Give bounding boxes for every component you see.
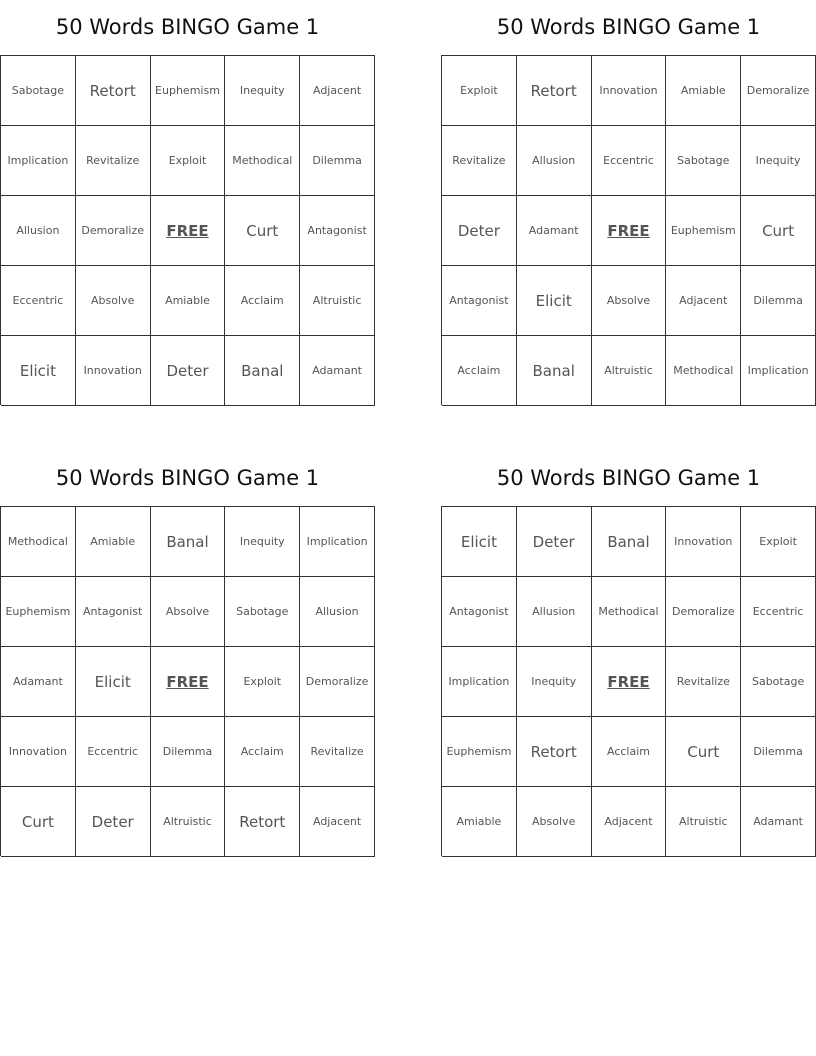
bingo-cell[interactable]: Sabotage xyxy=(666,126,741,196)
bingo-cell[interactable]: Dilemma xyxy=(741,717,816,787)
bingo-cell[interactable]: Dilemma xyxy=(151,717,226,787)
bingo-cell[interactable]: Sabotage xyxy=(1,56,76,126)
bingo-cell[interactable]: Sabotage xyxy=(225,577,300,647)
bingo-cell[interactable]: Acclaim xyxy=(225,266,300,336)
bingo-cell[interactable]: Euphemism xyxy=(666,196,741,266)
bingo-cell[interactable]: Curt xyxy=(666,717,741,787)
bingo-cell[interactable]: Innovation xyxy=(666,507,741,577)
bingo-cell[interactable]: Revitalize xyxy=(300,717,375,787)
bingo-cell[interactable]: Amiable xyxy=(442,787,517,857)
bingo-cell[interactable]: Altruistic xyxy=(151,787,226,857)
bingo-cell[interactable]: Implication xyxy=(442,647,517,717)
bingo-cell[interactable]: Methodical xyxy=(225,126,300,196)
bingo-cell[interactable]: Deter xyxy=(442,196,517,266)
bingo-cell[interactable]: Amiable xyxy=(76,507,151,577)
bingo-grid xyxy=(441,55,816,405)
card-title: 50 Words BINGO Game 1 xyxy=(496,466,761,490)
bingo-cell[interactable]: Inequity xyxy=(517,647,592,717)
bingo-card-3 xyxy=(0,451,375,856)
bingo-cell[interactable]: Curt xyxy=(225,196,300,266)
bingo-cell[interactable]: Allusion xyxy=(517,126,592,196)
bingo-cell[interactable]: Elicit xyxy=(442,507,517,577)
bingo-cell[interactable]: Elicit xyxy=(517,266,592,336)
bingo-cell[interactable]: Absolve xyxy=(76,266,151,336)
bingo-cell[interactable]: Demoralize xyxy=(76,196,151,266)
bingo-cell[interactable]: Deter xyxy=(151,336,226,406)
bingo-cell[interactable]: Exploit xyxy=(741,507,816,577)
bingo-cell[interactable]: Adjacent xyxy=(300,787,375,857)
bingo-cell[interactable]: Adamant xyxy=(300,336,375,406)
bingo-cell[interactable]: Absolve xyxy=(517,787,592,857)
bingo-cell[interactable]: Adjacent xyxy=(592,787,667,857)
bingo-cell[interactable]: Retort xyxy=(517,717,592,787)
bingo-cell[interactable]: Deter xyxy=(517,507,592,577)
card-title: 50 Words BINGO Game 1 xyxy=(496,15,761,39)
bingo-cell[interactable]: Retort xyxy=(517,56,592,126)
bingo-cell[interactable]: Antagonist xyxy=(442,266,517,336)
bingo-cell[interactable]: Methodical xyxy=(666,336,741,406)
bingo-cell[interactable]: Absolve xyxy=(592,266,667,336)
bingo-cell[interactable]: Adamant xyxy=(1,647,76,717)
bingo-cell[interactable]: Innovation xyxy=(76,336,151,406)
free-space-cell[interactable]: FREE xyxy=(592,647,667,717)
bingo-cell[interactable]: Curt xyxy=(741,196,816,266)
bingo-cell[interactable]: Allusion xyxy=(300,577,375,647)
bingo-cell[interactable]: Sabotage xyxy=(741,647,816,717)
bingo-cell[interactable]: Demoralize xyxy=(666,577,741,647)
bingo-cell[interactable]: Allusion xyxy=(517,577,592,647)
free-space-cell[interactable]: FREE xyxy=(151,647,226,717)
bingo-cell[interactable]: Altruistic xyxy=(592,336,667,406)
bingo-cell[interactable]: Exploit xyxy=(151,126,226,196)
bingo-cell[interactable]: Euphemism xyxy=(151,56,226,126)
bingo-cell[interactable]: Retort xyxy=(76,56,151,126)
bingo-cell[interactable]: Elicit xyxy=(76,647,151,717)
bingo-grid xyxy=(0,506,375,856)
bingo-cell[interactable]: Adamant xyxy=(741,787,816,857)
bingo-cell[interactable]: Eccentric xyxy=(1,266,76,336)
bingo-cell[interactable]: Deter xyxy=(76,787,151,857)
bingo-cell[interactable]: Implication xyxy=(300,507,375,577)
bingo-cell[interactable]: Altruistic xyxy=(300,266,375,336)
bingo-cell[interactable]: Revitalize xyxy=(76,126,151,196)
bingo-cell[interactable]: Exploit xyxy=(442,56,517,126)
bingo-cell[interactable]: Amiable xyxy=(666,56,741,126)
card-title: 50 Words BINGO Game 1 xyxy=(55,466,320,490)
bingo-cell[interactable]: Inequity xyxy=(741,126,816,196)
bingo-cell[interactable]: Euphemism xyxy=(442,717,517,787)
bingo-cell[interactable]: Elicit xyxy=(1,336,76,406)
bingo-cell[interactable]: Demoralize xyxy=(300,647,375,717)
bingo-cell[interactable]: Banal xyxy=(517,336,592,406)
bingo-cell[interactable]: Inequity xyxy=(225,56,300,126)
bingo-cell[interactable]: Banal xyxy=(151,507,226,577)
bingo-cell[interactable]: Altruistic xyxy=(666,787,741,857)
bingo-cell[interactable]: Antagonist xyxy=(300,196,375,266)
bingo-cell[interactable]: Allusion xyxy=(1,196,76,266)
bingo-cell[interactable]: Eccentric xyxy=(592,126,667,196)
bingo-cell[interactable]: Eccentric xyxy=(76,717,151,787)
bingo-cell[interactable]: Demoralize xyxy=(741,56,816,126)
bingo-cell[interactable]: Absolve xyxy=(151,577,226,647)
bingo-grid xyxy=(441,506,816,856)
bingo-cell[interactable]: Implication xyxy=(741,336,816,406)
bingo-cell[interactable]: Methodical xyxy=(1,507,76,577)
free-space-cell[interactable]: FREE xyxy=(151,196,226,266)
bingo-cell[interactable]: Banal xyxy=(225,336,300,406)
bingo-cell[interactable]: Acclaim xyxy=(592,717,667,787)
bingo-cell[interactable]: Innovation xyxy=(592,56,667,126)
bingo-cell[interactable]: Adjacent xyxy=(300,56,375,126)
bingo-cell[interactable]: Adjacent xyxy=(666,266,741,336)
free-space-cell[interactable]: FREE xyxy=(592,196,667,266)
card-title: 50 Words BINGO Game 1 xyxy=(55,15,320,39)
bingo-grid xyxy=(0,55,375,405)
bingo-cell[interactable]: Revitalize xyxy=(666,647,741,717)
bingo-cell[interactable]: Acclaim xyxy=(442,336,517,406)
bingo-cell[interactable]: Revitalize xyxy=(442,126,517,196)
bingo-cell[interactable]: Euphemism xyxy=(1,577,76,647)
bingo-cell[interactable]: Dilemma xyxy=(741,266,816,336)
bingo-cell[interactable]: Inequity xyxy=(225,507,300,577)
bingo-cell[interactable]: Exploit xyxy=(225,647,300,717)
bingo-card-2 xyxy=(441,0,816,405)
bingo-cell[interactable]: Amiable xyxy=(151,266,226,336)
bingo-cell[interactable]: Antagonist xyxy=(442,577,517,647)
bingo-cell[interactable]: Innovation xyxy=(1,717,76,787)
bingo-cell[interactable]: Curt xyxy=(1,787,76,857)
bingo-cell[interactable]: Banal xyxy=(592,507,667,577)
bingo-cell[interactable]: Eccentric xyxy=(741,577,816,647)
bingo-cell[interactable]: Retort xyxy=(225,787,300,857)
bingo-cell[interactable]: Adamant xyxy=(517,196,592,266)
bingo-cell[interactable]: Acclaim xyxy=(225,717,300,787)
bingo-cell[interactable]: Implication xyxy=(1,126,76,196)
bingo-card-1 xyxy=(0,0,375,405)
bingo-cell[interactable]: Dilemma xyxy=(300,126,375,196)
bingo-card-4 xyxy=(441,451,816,856)
bingo-cell[interactable]: Methodical xyxy=(592,577,667,647)
bingo-cell[interactable]: Antagonist xyxy=(76,577,151,647)
